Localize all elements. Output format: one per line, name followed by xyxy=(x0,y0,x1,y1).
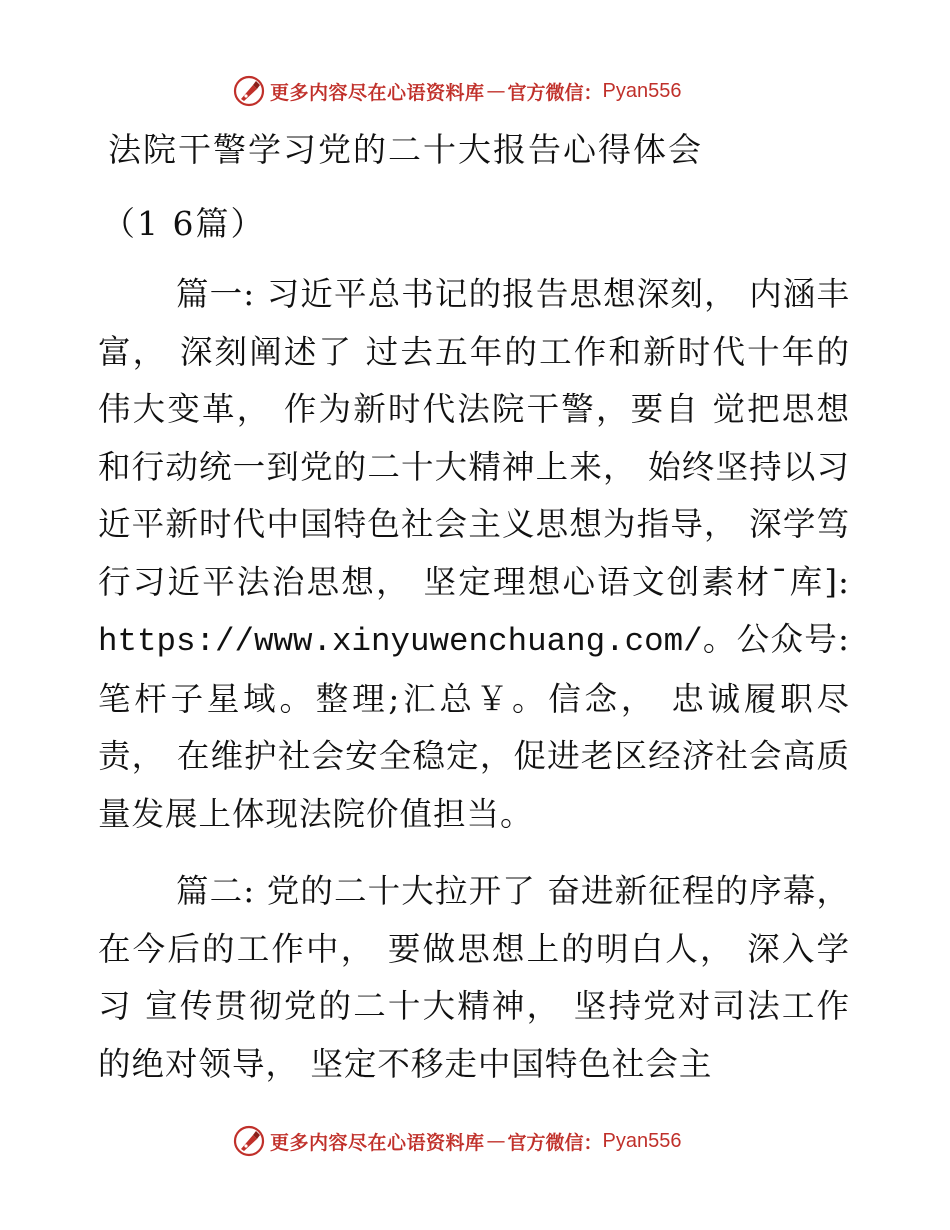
pen-nib-logo-icon xyxy=(232,74,266,108)
watermark-dash: — xyxy=(486,1130,506,1152)
wechat-id: Pyan556 xyxy=(602,1129,682,1152)
paragraph-1-text-after-link: 。公众号: 笔杆子星域。整理;汇总￥。信念， 忠诚履职尽责， 在维护社会安全稳定，促进老区经济社会高质量发展上体现法院价值担当。 xyxy=(98,620,850,833)
source-url-link[interactable]: https://www.xinyuwenchuang.com/ xyxy=(98,623,703,660)
document-title: 法院干警学习党的二十大报告心得体会 xyxy=(108,130,703,169)
paragraph-1-text-before-link: 篇一: 习近平总书记的报告思想深刻， 内涵丰富， 深刻阐述了 过去五年的工作和新时代十年的伟大变革， 作为新时代法院干警，要自 觉把思想和行动统一到党的二十大精神上来， 始终坚持以习 近平新时代中国特色社会主义思想为指导， 深学笃行习近平法治思想， 坚定理想心语文创素材¯库]: xyxy=(98,275,850,601)
header-watermark-banner xyxy=(232,74,682,108)
watermark-text: 更多内容尽在心语资料库 xyxy=(270,1131,485,1154)
wechat-label: 官方微信： xyxy=(507,1131,603,1154)
document-subtitle: （1 6篇） xyxy=(102,204,266,243)
wechat-id: Pyan556 xyxy=(602,79,682,102)
watermark-dash: — xyxy=(486,80,506,102)
watermark-text: 更多内容尽在心语资料库 xyxy=(270,81,485,104)
paragraph-2: 篇二: 党的二十大拉开了 奋进新征程的序幕， 在今后的工作中， 要做思想上的明白人， 深入学习 宣传贯彻党的二十大精神， 坚持党对司法工作的绝对领导， 坚定不移走中国特色社会主 xyxy=(98,872,850,1083)
footer-watermark-banner xyxy=(232,1124,682,1158)
pen-nib-logo-icon xyxy=(232,1124,266,1158)
wechat-label: 官方微信： xyxy=(507,81,603,104)
paragraph-1 xyxy=(98,266,850,843)
